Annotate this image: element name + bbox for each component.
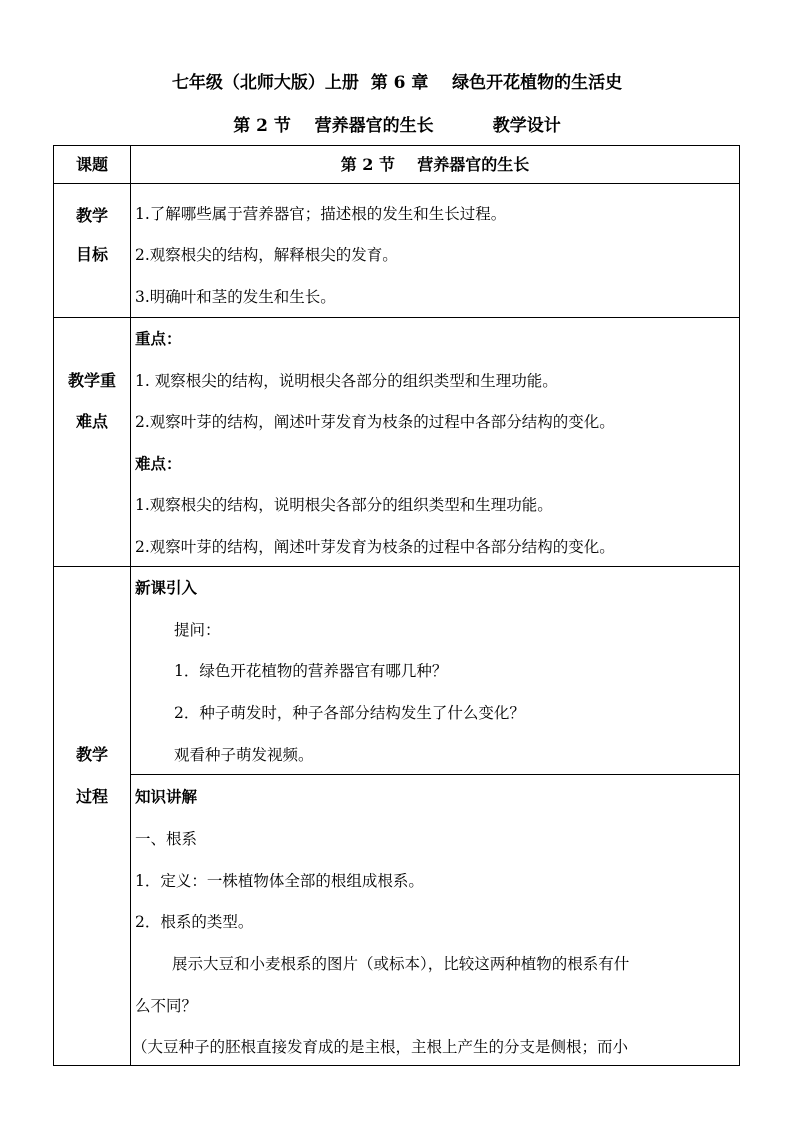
intro-video-note: 观看种子萌发视频。 — [174, 746, 314, 764]
knowledge-item: 1．定义：一株植物体全部的根组成根系。 — [135, 872, 424, 890]
key-point-item: 1. 观察根尖的结构，说明根尖各部分的组织类型和生理功能。 — [135, 372, 558, 390]
knowledge-heading: 知识讲解 — [135, 787, 198, 806]
intro-ask: 提问： — [174, 621, 221, 639]
objective-item: 1.了解哪些属于营养器官；描述根的发生和生长过程。 — [135, 205, 507, 223]
objectives-label-line1: 教学 — [75, 206, 108, 225]
topic-label: 课题 — [75, 155, 108, 174]
knowledge-item: 2．根系的类型。 — [135, 913, 254, 931]
row-divider — [54, 566, 739, 567]
subsection-divider — [130, 774, 739, 775]
difficult-points-heading: 难点： — [135, 454, 182, 473]
document-title: 七年级（北师大版）上册 第 6 章 绿色开花植物的生活史 — [171, 73, 623, 93]
row-divider — [54, 317, 739, 318]
lesson-plan-table — [53, 145, 740, 1066]
objective-item: 2.观察根尖的结构，解释根尖的发育。 — [135, 246, 398, 264]
difficult-point-item: 1.观察根尖的结构，说明根尖各部分的组织类型和生理功能。 — [135, 496, 553, 514]
knowledge-paragraph: （大豆种子的胚根直接发育成的是主根，主根上产生的分支是侧根；而小 — [132, 1038, 629, 1056]
row-divider — [54, 183, 739, 184]
knowledge-paragraph: 展示大豆和小麦根系的图片（或标本），比较这两种植物的根系有什 — [172, 955, 630, 973]
intro-heading: 新课引入 — [135, 578, 198, 597]
keypoints-label-line2: 难点 — [75, 412, 108, 431]
document-subtitle: 第 2 节 营养器官的生长 教学设计 — [233, 116, 561, 136]
difficult-point-item: 2.观察叶芽的结构，阐述叶芽发育为枝条的过程中各部分结构的变化。 — [135, 538, 615, 556]
process-label-line1: 教学 — [75, 745, 108, 764]
knowledge-paragraph: 么不同？ — [135, 997, 198, 1015]
process-label-line2: 过程 — [75, 787, 108, 806]
objective-item: 3.明确叶和茎的发生和生长。 — [135, 288, 336, 306]
intro-question: 2．种子萌发时，种子各部分结构发生了什么变化？ — [174, 704, 525, 722]
topic-value: 第 2 节 营养器官的生长 — [340, 155, 530, 174]
key-points-heading: 重点： — [135, 329, 182, 348]
knowledge-section-title: 一、根系 — [135, 830, 198, 848]
column-divider — [130, 146, 131, 1065]
key-point-item: 2.观察叶芽的结构，阐述叶芽发育为枝条的过程中各部分结构的变化。 — [135, 413, 615, 431]
keypoints-label-line1: 教学重 — [67, 371, 116, 390]
objectives-label-line2: 目标 — [75, 245, 108, 264]
intro-question: 1．绿色开花植物的营养器官有哪几种？ — [174, 662, 448, 680]
